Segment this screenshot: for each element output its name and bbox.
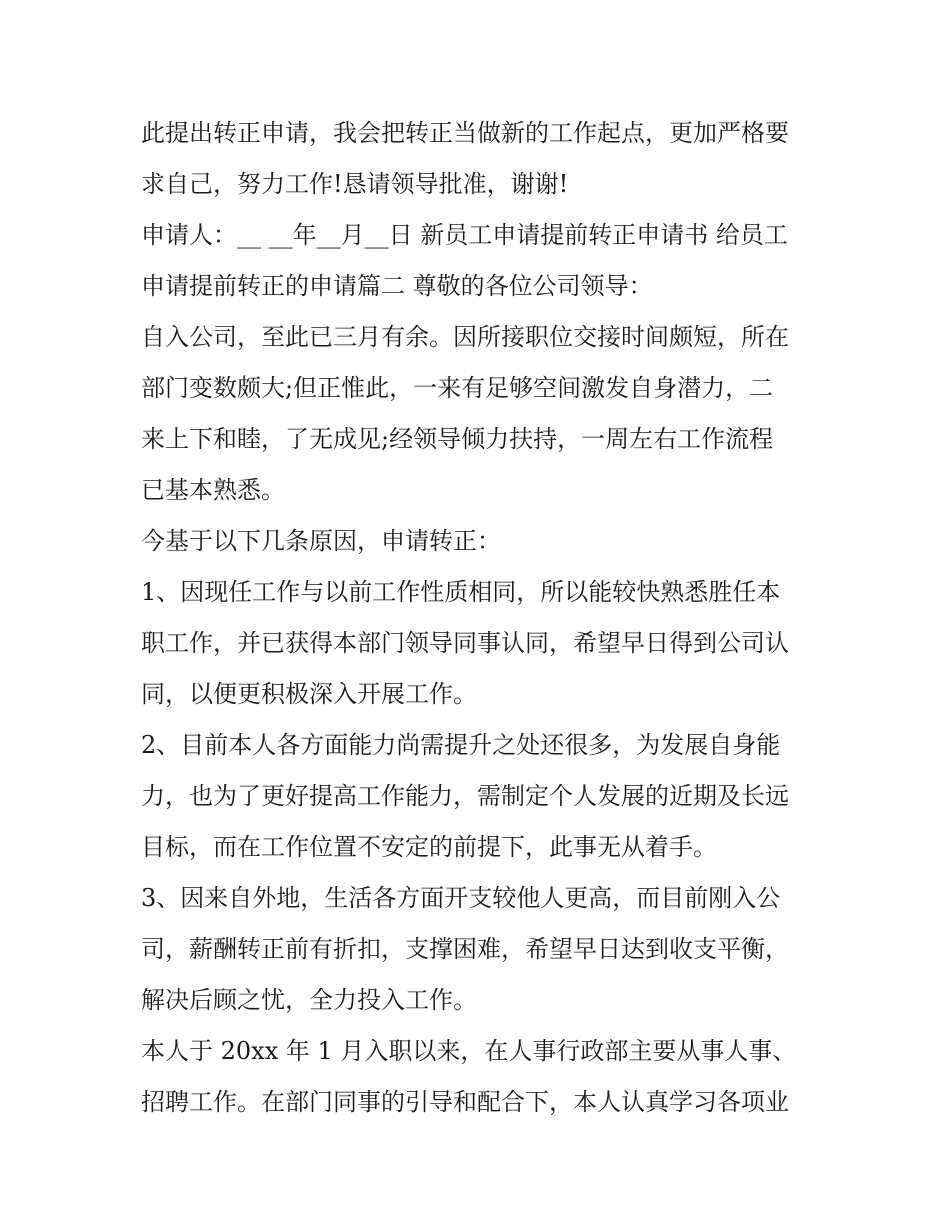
text-line: 申请提前转正的申请篇二 尊敬的各位公司领导： — [141, 272, 653, 300]
text-line: 部门变数颇大;但正惟此，一来有足够空间激发自身潜力，二 — [141, 374, 774, 402]
text-line: 此提出转正申请，我会把转正当做新的工作起点，更加严格要 — [141, 119, 789, 147]
text-line: 目标，而在工作位置不安定的前提下，此事无从着手。 — [141, 833, 717, 861]
text-line: 申请人：__ __年__月__日 新员工申请提前转正申请书 给员工 — [141, 221, 788, 249]
text-line: 自入公司，至此已三月有余。因所接职位交接时间颇短，所在 — [141, 323, 789, 351]
text-line: 1、因现任工作与以前工作性质相同，所以能较快熟悉胜任本 — [141, 578, 781, 606]
text-line: 来上下和睦，了无成见;经领导倾力扶持，一周左右工作流程 — [141, 425, 774, 453]
text-line: 求自己，努力工作!恳请领导批准，谢谢! — [141, 170, 569, 198]
text-line: 3、因来自外地，生活各方面开支较他人更高，而目前刚入公 — [141, 884, 781, 912]
text-line: 已基本熟悉。 — [141, 476, 285, 504]
text-line: 力，也为了更好提高工作能力，需制定个人发展的近期及长远 — [141, 782, 789, 810]
text-line: 同，以便更积极深入开展工作。 — [141, 680, 477, 708]
text-line: 解决后顾之忧，全力投入工作。 — [141, 986, 477, 1014]
text-line: 本人于 20xx 年 1 月入职以来，在人事行政部主要从事人事、 — [141, 1037, 797, 1065]
text-line: 今基于以下几条原因，申请转正： — [141, 527, 501, 555]
text-line: 招聘工作。在部门同事的引导和配合下，本人认真学习各项业 — [141, 1088, 789, 1116]
text-line: 职工作，并已获得本部门领导同事认同，希望早日得到公司认 — [141, 629, 789, 657]
text-line: 司，薪酬转正前有折扣，支撑困难，希望早日达到收支平衡， — [141, 935, 789, 963]
text-line: 2、目前本人各方面能力尚需提升之处还很多，为发展自身能 — [141, 731, 781, 759]
document-body — [141, 108, 841, 1128]
